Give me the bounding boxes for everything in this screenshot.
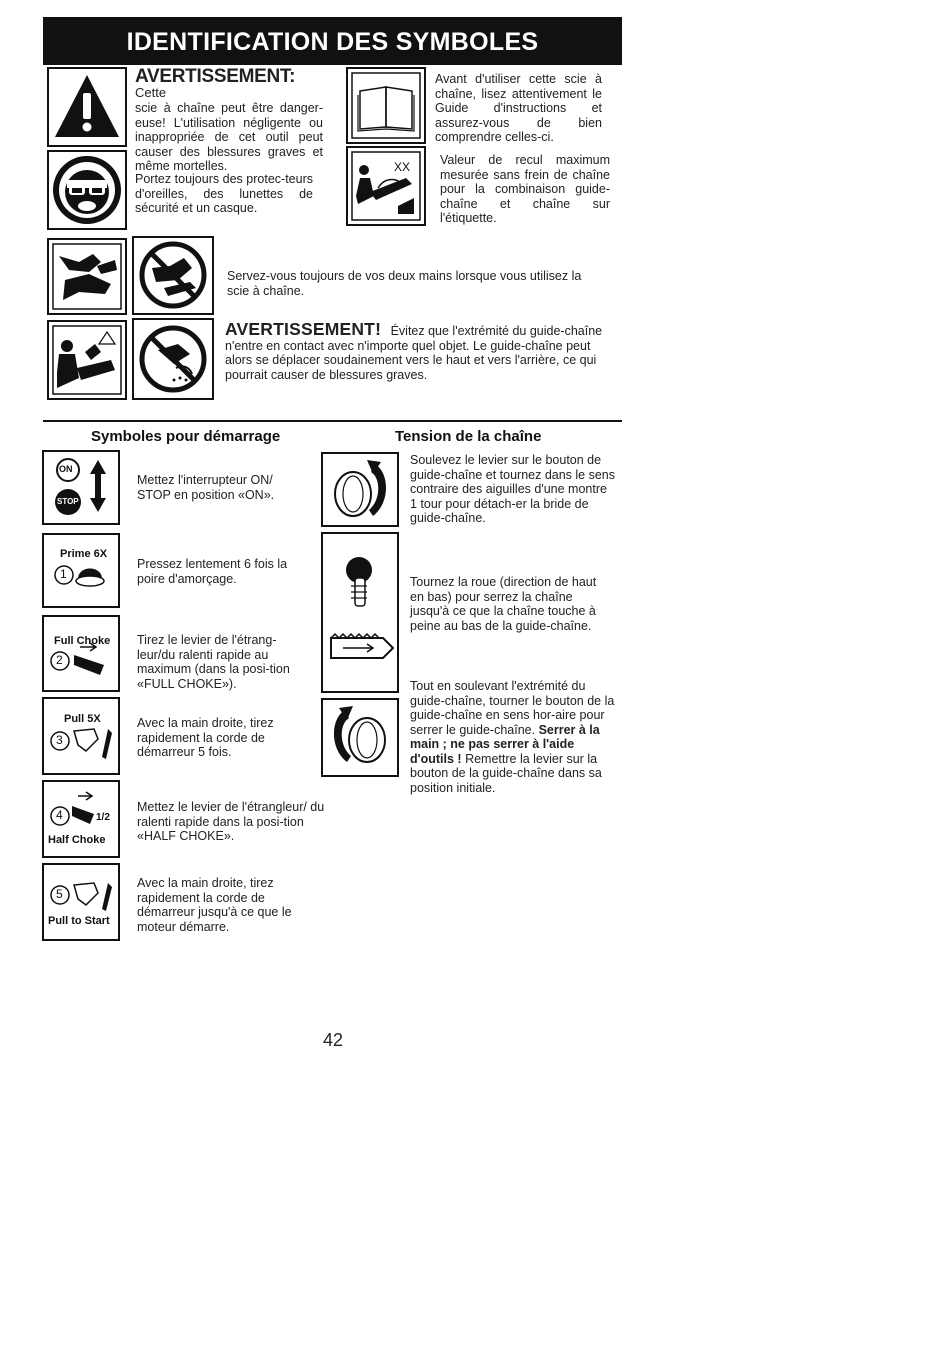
no-tip-contact-icon: [132, 318, 214, 400]
warning-triangle-icon: [47, 67, 127, 147]
kickback-text: Valeur de recul maximum mesurée sans frein de chaîne pour la combinaison guide-chaîne et chaîne sur l'étiquette.: [440, 153, 610, 225]
warning-text: [135, 66, 323, 174]
step-full-choke-text: Tirez le levier de l'étrang-leur/du ralenti rapide au maximum (dans la posi-tion «FULL CHOKE»).: [137, 633, 290, 691]
warning-heading: AVERTISSEMENT:: [135, 66, 296, 87]
two-hands-icon: [47, 238, 127, 315]
no-one-hand-icon: [132, 236, 214, 315]
page-number: 42: [322, 1030, 344, 1050]
manual-text: Avant d'utiliser cette scie à chaîne, lisez attentivement le Guide d'instructions et assurez-vous de bien comprendre celles-ci.: [435, 72, 602, 144]
full-choke-label: Full Choke: [54, 635, 111, 647]
tension-step2-text: Tournez la roue (direction de haut en bas) pour serrez la chaîne jusqu'à ce que la chaîne touche à peine au bas de la guide-chaîne.: [410, 575, 597, 633]
half-choke-label: Half Choke: [48, 834, 106, 846]
half-choke-icon: [42, 780, 120, 858]
prime-label: Prime 6X: [60, 548, 108, 560]
step-pull-start-text: Avec la main droite, tirez rapidement la corde de démarreur jusqu'à ce que le moteur démarre.: [137, 876, 292, 934]
full-choke-icon: [42, 615, 120, 692]
tension-section-title: Tension de la chaîne: [395, 428, 542, 445]
tension-step3-b: Remettre la levier sur la bouton de la guide-chaîne dans sa position initiale.: [410, 751, 602, 795]
prime-bulb-icon: [42, 533, 120, 608]
pull-to-start-label: Pull to Start: [48, 915, 110, 927]
step-number-4: 4: [56, 808, 63, 822]
step-prime-text: Pressez lentement 6 fois la poire d'amorçage.: [137, 557, 288, 586]
protection-text: Portez toujours des protec-teurs d'oreilles, des lunettes de sécurité et un casque.: [135, 172, 313, 215]
starting-section-title: Symboles pour démarrage: [91, 428, 281, 445]
step-number-2: 2: [56, 653, 63, 667]
tension-step3-bold: Serrer à la main ; ne pas serrer à l'aide d'outils !: [410, 722, 600, 766]
step-half-choke-text: Mettez le levier de l'étrangleur/ du ralenti rapide dans la posi-tion «HALF CHOKE».: [137, 800, 325, 843]
section-divider: [43, 420, 622, 422]
warning2-body: Évitez que l'extrémité du guide-chaîne n'entre en contact avec n'importe quel objet. Le guide-chaîne peut alors se déplacer soudainement vers le haut et vers l'arrière, ce qui pourrait causer de blessures graves.: [225, 324, 603, 382]
stop-label: STOP: [57, 497, 79, 506]
kickback-saw-icon: [346, 146, 426, 226]
pull-cord-icon: [42, 697, 120, 775]
warning2-text: [225, 319, 607, 382]
step-on-text: Mettez l'interrupteur ON/ STOP en position «ON».: [137, 473, 275, 502]
manual-book-icon: [346, 67, 426, 144]
two-hands-text: Servez-vous toujours de vos deux mains lorsque vous utilisez la scie à chaîne.: [227, 269, 582, 298]
tension-step3-text: [410, 679, 620, 795]
pull-label: Pull 5X: [64, 713, 101, 725]
tension-step3-a: Tout en soulevant l'extrémité du guide-chaîne, tourner le bouton de la guide-chaîne en sens hor-aire pour serrer le guide-chaîne.: [410, 679, 615, 737]
page-title: IDENTIFICATION DES SYMBOLES: [43, 17, 622, 65]
loosen-knob-icon: [321, 452, 399, 527]
kickback-value-label: XX: [394, 160, 411, 174]
on-label: ON: [59, 464, 73, 474]
tension-wheel-icon: [321, 532, 399, 693]
step-number-1: 1: [60, 567, 67, 581]
tension-step1-text: Soulevez le levier sur le bouton de guide-chaîne et tournez dans le sens contraire des aiguilles d'une montre 1 tour pour détach-er la bride de guide-chaîne.: [410, 453, 615, 525]
half-fraction: 1/2: [96, 812, 110, 823]
step-number-3: 3: [56, 733, 63, 747]
tighten-knob-icon: [321, 698, 399, 777]
step-number-5: 5: [56, 887, 63, 901]
tip-contact-icon: [47, 320, 127, 400]
warning-lead: Cette: [135, 84, 167, 100]
warning-body: scie à chaîne peut être danger-euse! L'utilisation négligente ou inappropriée de cet outil peut causer des blessures graves et même mortelles.: [135, 101, 323, 173]
protective-gear-icon: [47, 150, 127, 230]
warning2-heading: AVERTISSEMENT!: [225, 319, 382, 339]
pull-to-start-icon: [42, 863, 120, 941]
on-stop-switch-icon: [42, 450, 120, 525]
step-pull-text: Avec la main droite, tirez rapidement la corde de démarreur 5 fois.: [137, 716, 274, 759]
